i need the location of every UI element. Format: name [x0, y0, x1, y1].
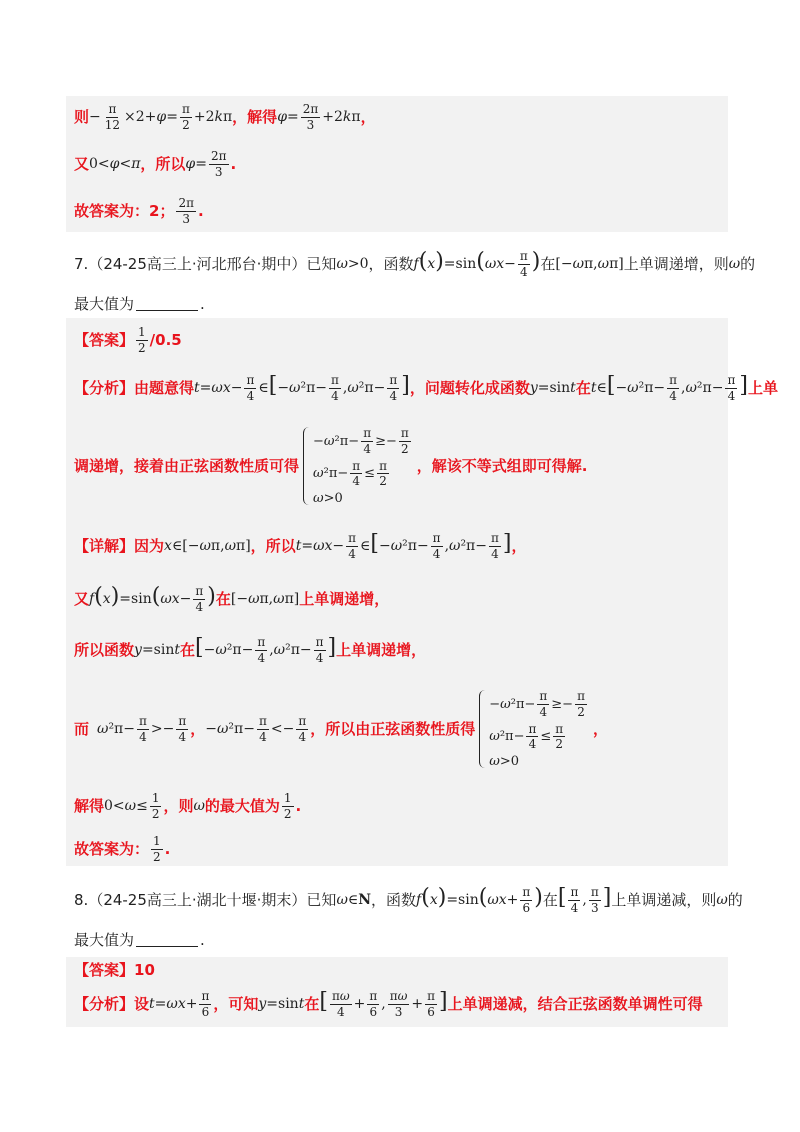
inequality-system: − ω ²π− $\frac{\pi}{4}$ ≥− $\frac{\pi}{2}$ ω ²π− $\frac{\pi}{4}$ ≤ $\frac{\pi}{2}$ ω >0	[303, 427, 413, 504]
math-expression: ω	[728, 256, 741, 272]
answer-blank	[136, 298, 198, 311]
solution-line-2: 又 0<φ<π ，所以 φ= $\frac{2\pi}{3}$ .	[74, 148, 237, 179]
question-8-line-1: 8. （24-25高三上·湖北十堰·期末）已知 ω∈N ，函数 f(x)=sin(ωx+ $\frac{\pi}{6}$ ) 在 [ $\frac{\pi}{4}$ , $\frac{\pi}{3}$ ] 上单调递减，则 ω 的	[74, 884, 743, 915]
math-expression: ω∈N	[336, 892, 372, 908]
math-expression: t=ωx− $\frac{\pi}{4}$ ∈[−ω²π− $\frac{\pi}{4}$ ,ω²π− $\frac{\pi}{4}$ ]	[295, 530, 512, 561]
detail-line-7d: 而 ω²π− $\frac{\pi}{4}$ >− $\frac{\pi}{4}$ ， −ω²π− $\frac{\pi}{4}$ <− $\frac{\pi}{4}$ ，所以由正弦函数性质得 − ω ²π− $\frac{\pi}{4}$ ≥− $\frac{\pi}{2}$ ω ²π− $\frac{\pi}{4}$ ≤ $\frac{\pi}{2}$ ω >0 ，	[74, 689, 608, 769]
answer-line-8: 【答案】 10	[74, 960, 155, 979]
final-answer-7: 故答案为： $\frac{1}{2}$ .	[74, 833, 171, 864]
math-expression: $\frac{1}{2}$	[138, 324, 146, 355]
math-expression: 0<φ<π	[89, 156, 141, 172]
analysis-line-7b: 调递增，接着由正弦函数性质可得 − ω ²π− $\frac{\pi}{4}$ ≥− $\frac{\pi}{2}$ ω ²π− $\frac{\pi}{4}$ ≤ $\frac{\pi}{2}$ ω >0 ，解该不等式组即可得解.	[74, 426, 588, 506]
question-8-line-2: 最大值为 .	[74, 930, 205, 949]
math-expression: x∈[−ωπ,ωπ]	[164, 538, 251, 554]
analysis-line-8: 【分析】 设 t=ωx+ $\frac{\pi}{6}$ ，可知 y=sint 在 [ $\frac{\pi\omega}{4}$ + $\frac{\pi}{6}$ , $\frac{\pi\omega}{3}$ + $\frac{\pi}{6}$ ] 上单调递减，结合正弦函数单调性可得	[74, 988, 703, 1019]
detail-line-7b: 又 f(x)=sin(ωx− $\frac{\pi}{4}$ ) 在 [−ωπ,ωπ] 上单调递增，	[74, 583, 390, 614]
answer-line-6: 故答案为：2； $\frac{2\pi}{3}$ .	[74, 195, 204, 226]
math-expression: ω	[193, 798, 205, 814]
math-expression: t=ωx− $\frac{\pi}{4}$ ∈[−ω²π− $\frac{\pi}{4}$ ,ω²π− $\frac{\pi}{4}$ ]	[194, 372, 410, 403]
answer-blank	[136, 934, 198, 947]
math-expression: ω>0	[336, 256, 369, 272]
math-expression: f(x)=sin(ωx+ $\frac{\pi}{6}$ )	[416, 884, 543, 915]
math-expression: [ $\frac{\pi\omega}{4}$ + $\frac{\pi}{6}$ , $\frac{\pi\omega}{3}$ + $\frac{\pi}{6}$ ]	[319, 988, 448, 1019]
math-expression: $\frac{2\pi}{3}$	[178, 195, 194, 226]
question-7-line-2: 最大值为 .	[74, 294, 205, 313]
math-expression: y=sint	[258, 996, 305, 1012]
math-expression: y=sint	[529, 380, 576, 396]
detail-line-7a: 【详解】 因为 x∈[−ωπ,ωπ] ，所以 t=ωx− $\frac{\pi}{4}$ ∈[−ω²π− $\frac{\pi}{4}$ ,ω²π− $\frac{\pi}{4}$ ] ，	[74, 530, 527, 561]
math-expression: t=ωx+ $\frac{\pi}{6}$	[149, 988, 210, 1019]
math-expression: $\frac{1}{2}$	[283, 790, 292, 821]
math-expression: 0<ω≤ $\frac{1}{2}$	[104, 790, 160, 821]
math-expression: ω²π− $\frac{\pi}{4}$ >− $\frac{\pi}{4}$	[97, 713, 187, 744]
answer-line-7: 【答案】 $\frac{1}{2}$ /0.5	[74, 324, 182, 355]
math-expression: [−ωπ,ωπ]	[230, 591, 300, 607]
math-expression: t∈[−ω²π− $\frac{\pi}{4}$ ,ω²π− $\frac{\pi}{4}$ ]	[590, 372, 748, 403]
inequality-system: − ω ²π− $\frac{\pi}{4}$ ≥− $\frac{\pi}{2}$ ω ²π− $\frac{\pi}{4}$ ≤ $\frac{\pi}{2}$ ω >0	[479, 690, 589, 767]
solution-line-1: 则 − $\frac{\pi}{12}$ ×2+φ= $\frac{\pi}{2}$ +2kπ ，解得 φ= $\frac{2\pi}{3}$ +2kπ ，	[74, 101, 376, 132]
math-expression: $\frac{1}{2}$	[153, 833, 161, 864]
math-expression: [ $\frac{\pi}{4}$ , $\frac{\pi}{3}$ ]	[557, 884, 612, 915]
math-expression: f(x)=sin(ωx− $\frac{\pi}{4}$ )	[413, 248, 541, 279]
math-expression: −ω²π− $\frac{\pi}{4}$ <− $\frac{\pi}{4}$	[205, 713, 307, 744]
math-expression: [−ω²π− $\frac{\pi}{4}$ ,ω²π− $\frac{\pi}{4}$ ]	[195, 634, 337, 665]
math-expression: ω	[716, 892, 728, 908]
math-expression: y=sint	[134, 642, 180, 658]
math-expression: f(x)=sin(ωx− $\frac{\pi}{4}$ )	[89, 583, 216, 614]
math-expression: φ= $\frac{2\pi}{3}$ +2kπ	[277, 101, 361, 132]
question-7-line-1: 7. （24-25高三上·河北邢台·期中）已知 ω>0 ，函数 f(x)=sin(ωx− $\frac{\pi}{4}$ ) 在 [−ωπ,ωπ] 上单调递增，则 ω 的	[74, 248, 756, 279]
detail-line-7c: 所以函数 y=sint 在 [−ω²π− $\frac{\pi}{4}$ ,ω²π− $\frac{\pi}{4}$ ] 上单调递增，	[74, 634, 427, 665]
analysis-line-7a: 【分析】 由题意得 t=ωx− $\frac{\pi}{4}$ ∈[−ω²π− $\frac{\pi}{4}$ ,ω²π− $\frac{\pi}{4}$ ] ，问题转化成函数 y=sint 在 t∈[−ω²π− $\frac{\pi}{4}$ ,ω²π− $\frac{\pi}{4}$ ] 上单	[74, 372, 778, 403]
math-expression: φ= $\frac{2\pi}{3}$	[185, 148, 227, 179]
math-expression: − $\frac{\pi}{12}$ ×2+φ= $\frac{\pi}{2}$ +2kπ	[89, 101, 233, 132]
math-expression: [−ωπ,ωπ]	[555, 256, 624, 272]
detail-line-7e: 解得 0<ω≤ $\frac{1}{2}$ ，则 ω 的最大值为 $\frac{1}{2}$ .	[74, 790, 302, 821]
